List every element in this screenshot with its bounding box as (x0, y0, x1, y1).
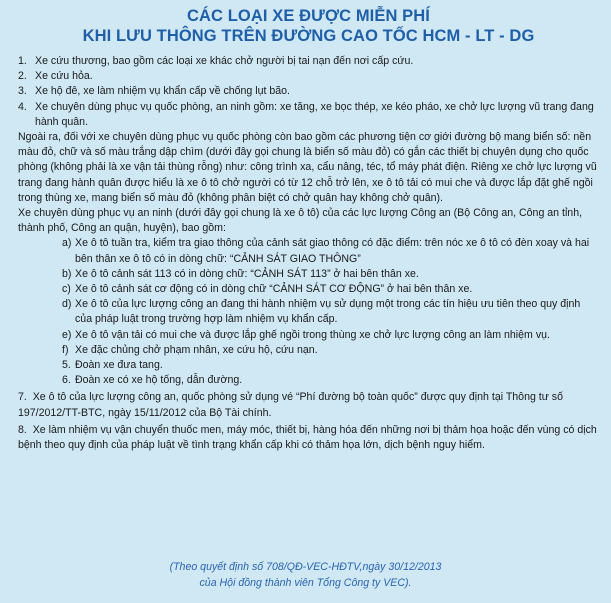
item-letter: c) (62, 283, 71, 296)
list-item (18, 297, 599, 327)
list-item (18, 84, 599, 99)
item-number: 7. (18, 391, 27, 404)
item-text: Xe ô tô vận tải có mui che và được lắp ghế ngồi trong thùng xe chở lực lượng công an làm nhiệm vụ. (75, 328, 550, 341)
item-text: Xe chuyên dùng phục vụ quốc phòng, an ninh gồm: xe tăng, xe bọc thép, xe kéo pháo, xe chở lực lượng vũ trang đang hành quân. (35, 100, 594, 128)
item-number: 5. (62, 359, 71, 372)
item-number: 6. (62, 374, 71, 387)
document-body (18, 54, 599, 453)
item-letter: a) (62, 237, 72, 250)
list-item (18, 358, 599, 373)
citation-line-2: của Hội đồng thành viên Tổng Công ty VEC). (199, 577, 412, 589)
item-letter: e) (62, 328, 72, 341)
list-item (18, 282, 599, 297)
document-title (18, 6, 599, 46)
item-text: Xe làm nhiệm vụ vận chuyển thuốc men, máy móc, thiết bị, hàng hóa đến những nơi bị thảm họa hoặc đến vùng có dịch bệnh theo quy định của pháp luật về tình trạng khẩn cấp khi có thảm họa lớn, dịch bệnh nguy hiểm. (18, 423, 597, 452)
item-number: 1. (18, 55, 27, 67)
item-number: 3. (18, 85, 27, 98)
title-line-1: CÁC LOẠI XE ĐƯỢC MIỄN PHÍ (187, 7, 430, 25)
list-item (18, 343, 599, 358)
item-text: Đoàn xe có xe hộ tống, dẫn đường. (75, 374, 243, 387)
item-text: Xe hộ đê, xe làm nhiệm vụ khẩn cấp về chống lụt bão. (35, 85, 291, 98)
title-line-2: KHI LƯU THÔNG TRÊN ĐƯỜNG CAO TỐC HCM - LT - DG (82, 27, 535, 45)
item-text: Xe ô tô cảnh sát cơ động có in dòng chữ “CẢNH SÁT CƠ ĐỘNG” ở hai bên thân xe. (75, 283, 473, 296)
list-item (18, 267, 599, 282)
military-paragraph: Ngoài ra, đối với xe chuyên dùng phục vụ quốc phòng còn bao gồm các phương tiện cơ giới đường bộ mang biển số: nền màu đỏ, chữ và số màu trắng dập chìm (dưới đây gọi chung là biển số màu đỏ) có gắn các thiết bị chuyên dụng cho quốc phòng (không phải là xe vận tải thùng rỗng) như: công trình xa, cẩu nâng, téc, tổ máy phát điện. Riêng xe chở lực lượng vũ trang đang hành quân được hiểu là xe ô tô chở người có từ 12 chỗ trở lên, xe ô tô tải có mui che và được lắp đặt ghế ngồi trong thùng xe, mang biển số màu đỏ (không phân biệt có chở quân hay không chở quân). (18, 131, 597, 204)
item-8 (18, 423, 599, 453)
item-number: 2. (18, 70, 27, 83)
list-item (18, 373, 599, 388)
list-item (18, 328, 599, 343)
item-text: Xe ô tô tuần tra, kiểm tra giao thông của cảnh sát giao thông có đặc điểm: trên nóc xe ô tô có đèn xoay và hai bên thân xe ô tô có in dòng chữ: “CẢNH SÁT GIAO THÔNG” (75, 237, 590, 265)
item-text: Xe đặc chủng chở phạm nhân, xe cứu hộ, cứu nạn. (75, 343, 318, 356)
item-text: Xe ô tô cảnh sát 113 có in dòng chữ: “CẢNH SÁT 113” ở hai bên thân xe. (75, 267, 419, 280)
citation-line-1: (Theo quyết định số 708/QĐ-VEC-HĐTV,ngày 30/12/2013 (169, 561, 442, 573)
item-letter: f) (62, 343, 69, 356)
item-7 (18, 390, 599, 420)
source-citation (0, 559, 611, 591)
item-text: Xe ô tô của lực lượng công an, quốc phòng sử dụng vé “Phí đường bộ toàn quốc” được quy định tại Thông tư số 197/2012/TT-BTC, ngày 15/11/2012 của Bộ Tài chính. (18, 391, 563, 419)
police-paragraph: Xe chuyên dùng phục vụ an ninh (dưới đây gọi chung là xe ô tô) của các lực lượng Công an (Bộ Công an, Công an tỉnh, thành phố, Công an quận, huyện), bao gồm: (18, 207, 583, 235)
item-number: 8. (18, 423, 27, 436)
item-text: Xe cứu thương, bao gồm các loại xe khác chở người bị tai nạn đến nơi cấp cứu. (35, 55, 414, 67)
item-text: Đoàn xe đưa tang. (75, 359, 163, 372)
list-item (18, 54, 599, 69)
item-letter: d) (62, 298, 72, 311)
item-letter: b) (62, 267, 72, 280)
item-text: Xe cứu hỏa. (35, 70, 93, 83)
item-text: Xe ô tô của lực lượng công an đang thi hành nhiệm vụ sử dụng một trong các tín hiệu ưu tiên theo quy định của pháp luật trong trường hợp làm nhiệm vụ khẩn cấp. (75, 298, 581, 326)
list-item (18, 69, 599, 84)
list-item (18, 100, 599, 130)
item-number: 4. (18, 100, 27, 113)
list-item (18, 236, 599, 266)
